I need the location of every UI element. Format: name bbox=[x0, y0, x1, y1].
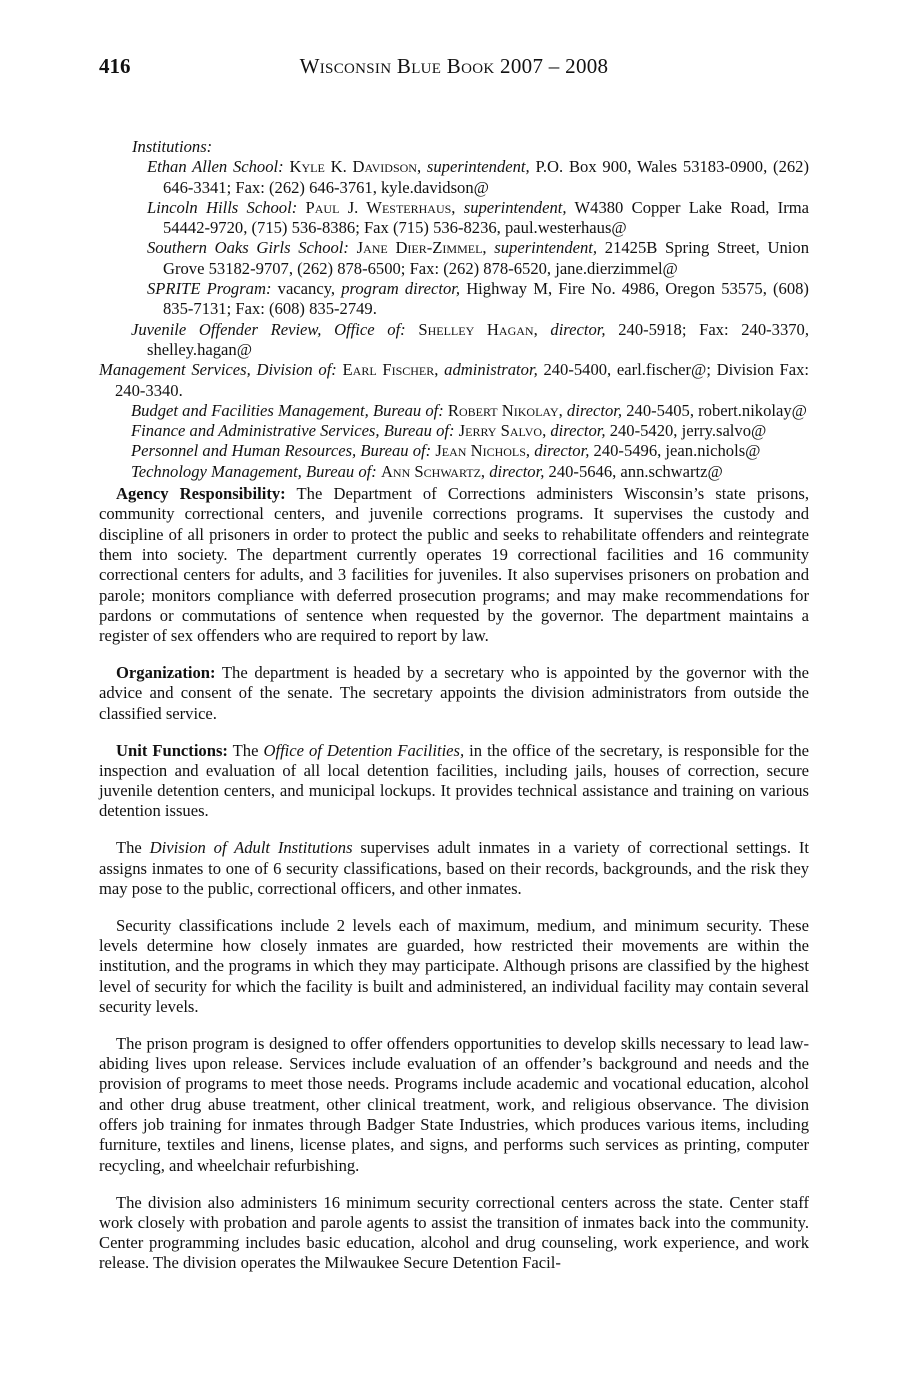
directory-entry-sprite: SPRITE Program: vacancy, program director, Highway M, Fire No. 4986, Oregon 53575, (608) 835-7131; Fax: (608) 835-2749. bbox=[147, 279, 809, 319]
directory-entry-southern-oaks: Southern Oaks Girls School: Jane Dier-Zimmel, superintendent, 21425B Spring Street, Union Grove 53182-9707, (262) 878-6500; Fax: (262) 878-6520, jane.dierzimmel@ bbox=[147, 238, 810, 278]
institutions-heading: Institutions: bbox=[132, 137, 213, 156]
page-body bbox=[99, 137, 809, 1290]
page-header bbox=[99, 54, 809, 84]
prison-program-paragraph: The prison program is designed to offer offenders opportunities to develop skills necessary to lead law-abiding lives upon release. Services include evaluation of an offender’s background and needs and the provision of programs to meet those needs. Programs include academic and vocational education, alcohol and other drug abuse treatment, other clinical treatment, work, and religious observance. The division offers job training for inmates through Badger State Industries, which produces various items, including furniture, textiles and linens, license plates, and signs, and performs such services as printing, computer recycling, and wheelchair refurbishing. bbox=[99, 1033, 809, 1175]
directory-entry-finance-bureau: Finance and Administrative Services, Bureau of: Jerry Salvo, director, 240-5420, jerry.salvo@ bbox=[131, 421, 767, 441]
running-title: Wisconsin Blue Book 2007 – 2008 bbox=[299, 54, 609, 78]
page-number: 416 bbox=[99, 54, 131, 78]
directory-entry-budget-bureau: Budget and Facilities Management, Bureau of: Robert Nikolay, director, 240-5405, robert.nikolay@ bbox=[131, 400, 807, 420]
directory-entry-personnel-bureau: Personnel and Human Resources, Bureau of: Jean Nichols, director, 240-5496, jean.nichols@ bbox=[131, 441, 761, 461]
organization-paragraph: Organization: The department is headed by a secretary who is appointed by the governor with the advice and consent of the senate. The secretary appoints the division administrators from outside the classified service. bbox=[99, 663, 809, 723]
directory-entry-lincoln-hills: Lincoln Hills School: Paul J. Westerhaus, superintendent, W4380 Copper Lake Road, Irma 54442-9720, (715) 536-8386; Fax (715) 536-8236, paul.westerhaus@ bbox=[147, 197, 809, 238]
security-classifications-paragraph: Security classifications include 2 levels each of maximum, medium, and minimum security. These levels determine how closely inmates are guarded, how restricted their movements are within the institution, and the programs in which they may participate. Although prisons are classified by the highest level of security for which the facility is built and administered, an individual facility may contain several security levels. bbox=[99, 915, 809, 1016]
directory-entry-management-services: Management Services, Division of: Earl Fischer, administrator, 240-5400, earl.fischer@; Division Fax: 240-3340. bbox=[99, 360, 810, 400]
adult-institutions-paragraph: The Division of Adult Institutions supervises adult inmates in a variety of correctional settings. It assigns inmates to one of 6 security classifications, based on their records, backgrounds, and the risk they may pose to the public, correctional officers, and other inmates. bbox=[99, 838, 809, 898]
directory-entry-juvenile-review: Juvenile Offender Review, Office of: Shelley Hagan, director, 240-5918; Fax: 240-3370, shelley.hagan@ bbox=[131, 319, 810, 359]
agency-responsibility-paragraph: Agency Responsibility: The Department of Corrections administers Wisconsin’s state prisons, community correctional centers, and juvenile corrections programs. It supervises the custody and discipline of all prisoners in order to protect the public and seeks to rehabilitate offenders and reintegrate them into society. The department currently operates 19 correctional facilities and 16 community correctional centers for adults, and 3 facilities for juveniles. It also supervises prisoners on probation and parole; monitors compliance with deferred prosecution programs; and may make recommendations for pardons or commutations of sentence when requested by the governor. The department maintains a register of sex offenders who are required to report by law. bbox=[99, 484, 809, 646]
directory-entry-ethan-allen: Ethan Allen School: Kyle K. Davidson, superintendent, P.O. Box 900, Wales 53183-0900, (262) 646-3341; Fax: (262) 646-3761, kyle.davidson@ bbox=[147, 157, 809, 197]
correctional-centers-paragraph: The division also administers 16 minimum security correctional centers across the state. Center staff work closely with probation and parole agents to assist the transition of inmates back into the community. Center programming includes basic education, alcohol and drug counseling, work experience, and work release. The division operates the Milwaukee Secure Detention Facil- bbox=[99, 1192, 809, 1273]
unit-functions-paragraph: Unit Functions: The Office of Detention Facilities, in the office of the secretary, is responsible for the inspection and evaluation of all local detention facilities, including jails, houses of correction, secure juvenile detention centers, and municipal lockups. It provides technical assistance and training on various detention issues. bbox=[99, 740, 809, 821]
directory-entry-technology-bureau: Technology Management, Bureau of: Ann Schwartz, director, 240-5646, ann.schwartz@ bbox=[131, 461, 723, 481]
